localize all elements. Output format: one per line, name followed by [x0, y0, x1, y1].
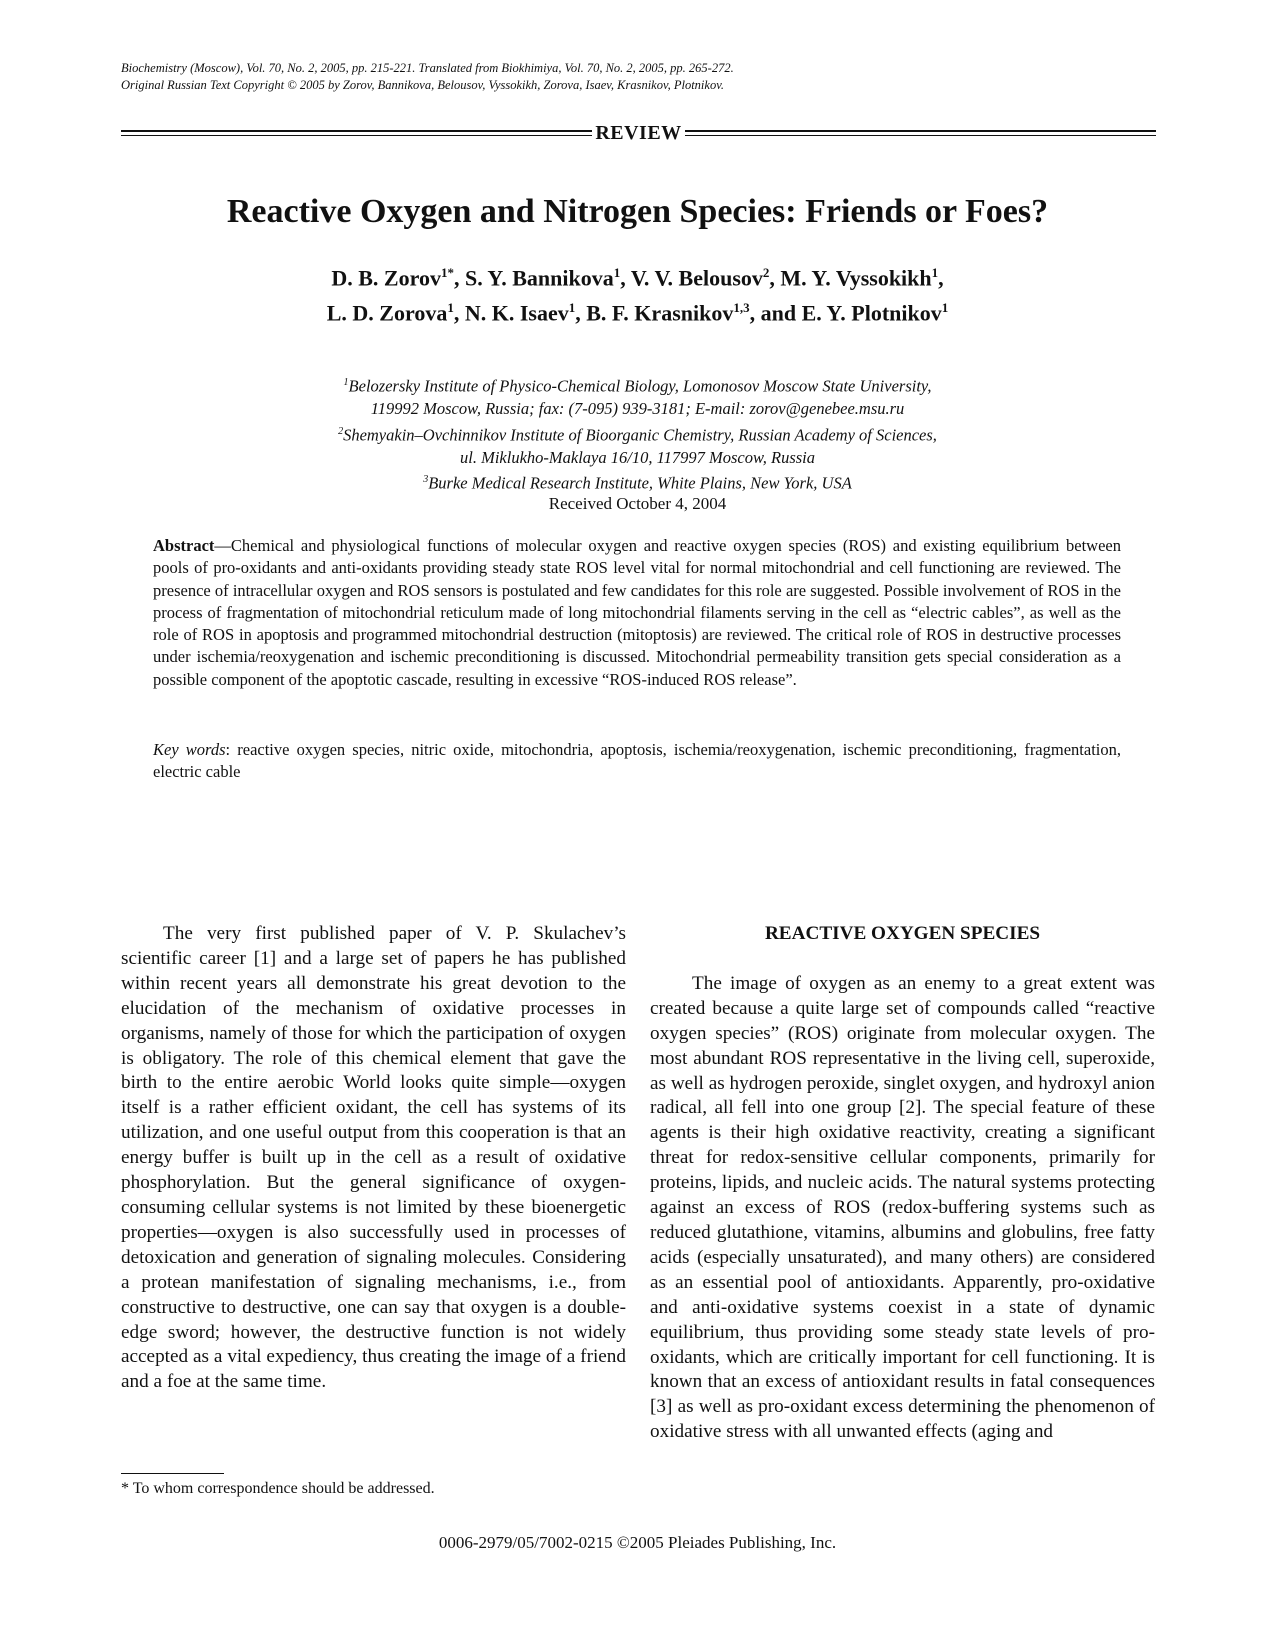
journal-citation-header	[121, 60, 1171, 94]
author-name: B. F. Krasnikov	[586, 300, 734, 326]
author-affiliation-mark: 1	[931, 265, 939, 280]
author-name: N. K. Isaev	[464, 300, 569, 326]
author-name: L. D. Zorova	[326, 300, 448, 326]
author-affiliation-mark: 1,3	[733, 300, 750, 316]
author-separator: , and	[749, 300, 802, 326]
footnote-rule	[121, 1473, 224, 1474]
keywords	[153, 739, 1121, 784]
author-separator: ,	[575, 300, 587, 326]
author-line-1	[0, 258, 1275, 293]
received-date: Received October 4, 2004	[548, 494, 727, 513]
citation-line-1: Biochemistry (Moscow), Vol. 70, No. 2, 2005, pp. 215-221. Translated from Biokhimiya, Vol. 70, No. 2, 2005, pp. 265-272.	[121, 61, 734, 75]
author-line-2	[0, 293, 1275, 328]
right-column	[650, 922, 1155, 1445]
affiliation-2-address: ul. Miklukho-Maklaya 16/10, 117997 Moscow, Russia	[460, 447, 815, 467]
abstract-text: —Chemical and physiological functions of molecular oxygen and reactive oxygen species (ROS) and existing equilibrium between pools of pro-oxidants and anti-oxidants providing steady state ROS level vital for normal mitochondrial and cell functioning are reviewed. The presence of intracellular oxygen and ROS sensors is postulated and few candidates for this role are suggested. Possible involvement of ROS in the process of fragmentation of mitochondrial reticulum made of long mitochondrial filaments serving in the cell as “electric cables”, as well as the role of ROS in apoptosis and programmed mitochondrial destruction (mitoptosis) are reviewed. The critical role of ROS in destructive processes under ischemia/reoxygenation and ischemic preconditioning is discussed. Mitochondrial permeability transition gets special consideration as a possible component of the apoptotic cascade, resulting in excessive “ROS-induced ROS release”.	[153, 536, 1121, 689]
author-separator: ,	[938, 265, 944, 291]
author-separator: ,	[620, 265, 631, 291]
rule-line-right	[685, 130, 1156, 136]
page-footer: 0006-2979/05/7002-0215 ©2005 Pleiades Publishing, Inc.	[438, 1533, 837, 1552]
affiliation-number: 2	[338, 425, 344, 437]
paper-title: Reactive Oxygen and Nitrogen Species: Friends or Foes?	[226, 193, 1049, 230]
affiliation-text: Burke Medical Research Institute, White Plains, New York, USA	[428, 473, 852, 493]
author-separator: ,	[453, 300, 465, 326]
author-separator: ,	[769, 265, 781, 291]
author-name: D. B. Zorov	[331, 265, 441, 291]
affiliation-text: Shemyakin–Ovchinnikov Institute of Bioorganic Chemistry, Russian Academy of Sciences,	[343, 425, 937, 444]
author-name: E. Y. Plotnikov	[801, 300, 942, 326]
affiliation-number: 1	[343, 377, 349, 388]
author-separator: ,	[453, 265, 465, 291]
abstract-label: Abstract	[153, 536, 215, 555]
section-rule	[121, 124, 1156, 142]
author-name: S. Y. Bannikova	[464, 265, 614, 291]
footnote: * To whom correspondence should be addressed.	[121, 1480, 435, 1497]
author-list	[0, 258, 1275, 329]
author-name: V. V. Belousov	[630, 265, 763, 291]
author-affiliation-mark: 1*	[440, 265, 454, 280]
affiliation-3	[0, 469, 1275, 495]
author-affiliation-mark: 1	[568, 300, 576, 316]
keywords-text: : reactive oxygen species, nitric oxide, mitochondria, apoptosis, ischemia/reoxygenation, ischemic preconditioning, fragmentation, electric cable	[153, 740, 1121, 782]
intro-paragraph: The very first published paper of V. P. Skulachev’s scientific career [1] and a large set of papers he has published within recent years all demonstrate his great devotion to the elucidation of the mechanism of oxidative processes in organisms, namely of those for which the participation of oxygen is obligatory. The role of this chemical element that gave the birth to the entire aerobic World looks quite simple—oxygen itself is a rather efficient oxidant, the cell has systems of its utilization, and one useful output from this cooperation is that an energy buffer is built up in the cell as a result of oxidative phosphorylation. But the general significance of oxygen-consuming cellular systems is not limited by these bioenergetic properties—oxygen is also successfully used in processes of detoxication and generation of signaling molecules. Considering a protean manifestation of signaling mechanisms, i.e., from constructive to destructive, one can say that oxygen is a double-edge sword; however, the destructive function is not widely accepted as a vital expediency, thus creating the image of a friend and a foe at the same time.	[121, 923, 626, 1393]
affiliation-block	[0, 372, 1275, 495]
section-heading: REACTIVE OXYGEN SPECIES	[764, 923, 1041, 944]
rule-line-left	[121, 130, 592, 136]
ros-paragraph: The image of oxygen as an enemy to a great extent was created because a quite large set of compounds called “reactive oxygen species” (ROS) originate from molecular oxygen. The most abundant ROS representative in the living cell, superoxide, as well as hydrogen peroxide, singlet oxygen, and hydroxyl anion radical, all fell into one group [2]. The special feature of these agents is their high oxidative reactivity, creating a significant threat for redox-sensitive cellular components, primarily for proteins, lipids, and nucleic acids. The natural systems protecting against an excess of ROS (redox-buffering systems such as reduced glutathione, vitamins, albumins and globulins, free fatty acids (especially unsaturated), and many others) are considered as an essential pool of antioxidants. Apparently, pro-oxidative and anti-oxidative systems coexist in a state of dynamic equilibrium, thus providing some steady state levels of pro-oxidants, which are critically important for cell functioning. It is known that an excess of antioxidant results in fatal consequences [3] as well as pro-oxidant excess determining the phenomenon of oxidative stress with all unwanted effects (aging and	[650, 972, 1155, 1443]
affiliation-2	[0, 421, 1275, 447]
keywords-label: Key words	[153, 740, 226, 759]
section-label: REVIEW	[595, 122, 682, 144]
author-affiliation-mark: 1	[613, 265, 621, 280]
citation-line-2: Original Russian Text Copyright © 2005 by Zorov, Bannikova, Belousov, Vyssokikh, Zorova, Isaev, Krasnikov, Plotnikov.	[121, 78, 724, 92]
author-affiliation-mark: 1	[941, 300, 949, 316]
author-affiliation-mark: 1	[447, 300, 454, 316]
author-affiliation-mark: 2	[762, 265, 770, 280]
left-column	[121, 922, 626, 1395]
affiliation-text: Belozersky Institute of Physico-Chemical Biology, Lomonosov Moscow State University,	[348, 376, 932, 396]
affiliation-1-address: 119992 Moscow, Russia; fax: (7-095) 939-3181; E-mail: zorov@genebee.msu.ru	[370, 399, 905, 418]
abstract	[153, 535, 1121, 691]
author-name: M. Y. Vyssokikh	[780, 265, 932, 291]
affiliation-1	[0, 372, 1275, 398]
affiliation-number: 3	[423, 474, 429, 485]
